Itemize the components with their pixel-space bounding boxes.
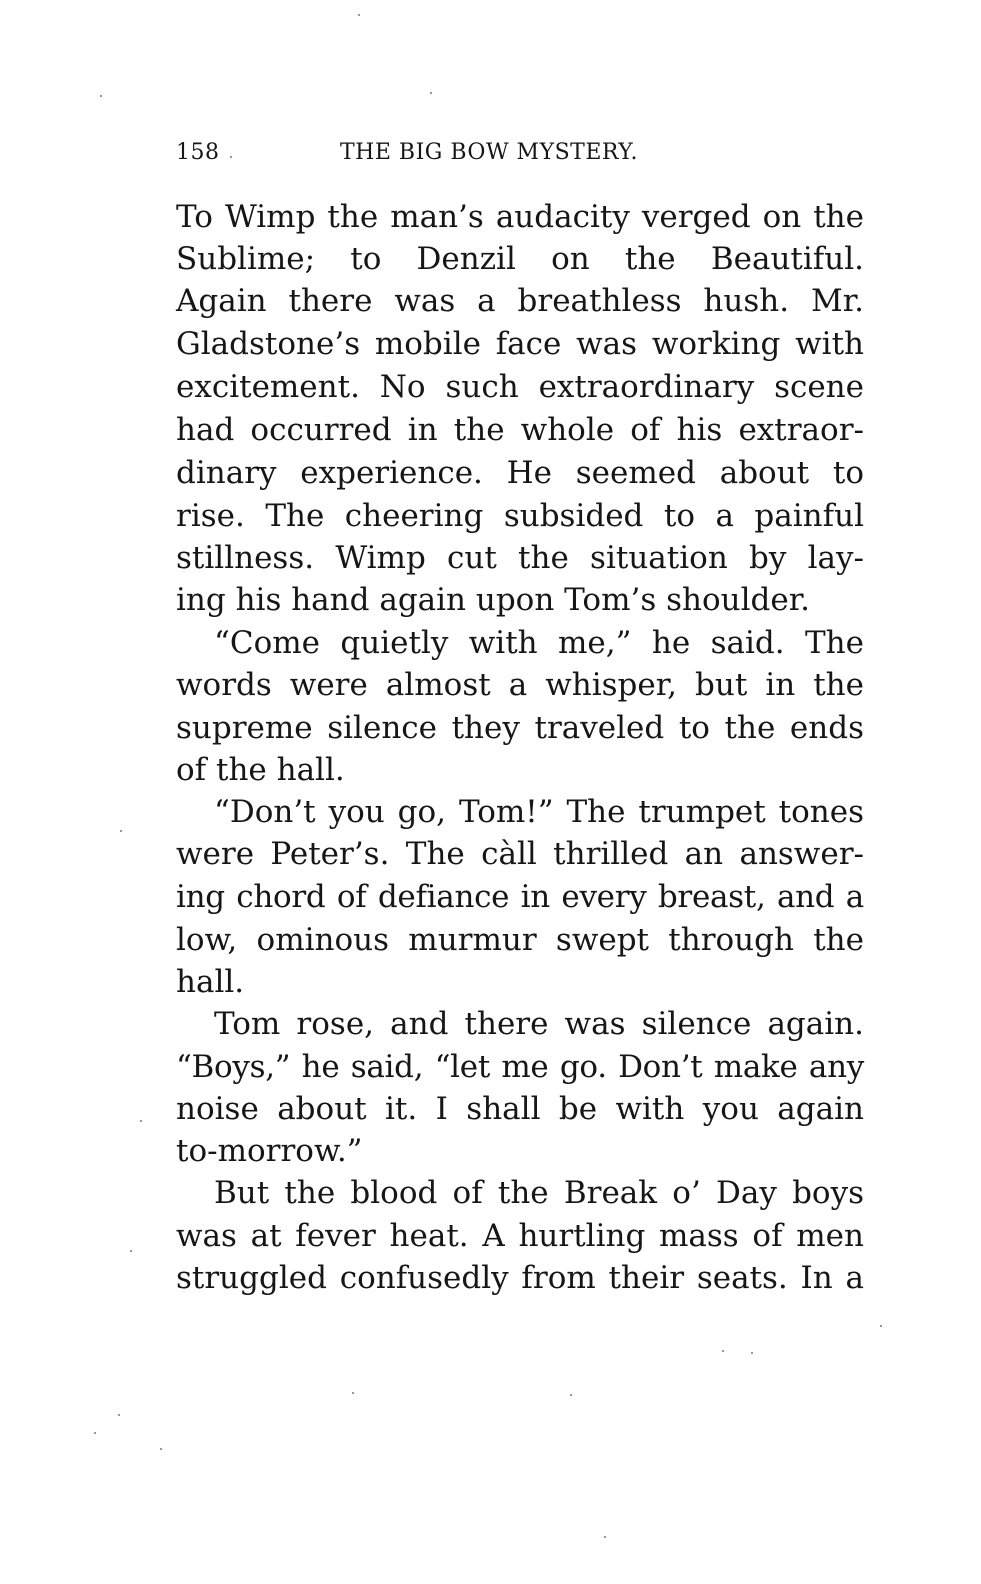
scan-speck [880,1325,882,1327]
text-line: supreme silence they traveled to the ends [176,710,864,746]
text-line: excitement. No such extraordinary scene [176,369,864,405]
text-line: Gladstone’s mobile face was working with [176,326,864,362]
text-line: dinary experience. He seemed about to [176,455,864,491]
text-line: were Peter’s. The càll thrilled an answer- [176,836,864,872]
text-line: But the blood of the Break o’ Day boys [214,1175,864,1211]
text-line: To Wimp the man’s audacity verged on the [176,199,864,235]
text-line: hall. [176,964,245,1000]
scan-speck [358,14,360,16]
text-line: words were almost a whisper, but in the [176,667,864,703]
scan-speck [140,1120,142,1122]
scan-speck [118,1414,120,1416]
text-line: of the hall. [176,752,345,788]
text-line: “Come quietly with me,” he said. The [214,625,864,661]
text-line: noise about it. I shall be with you again [176,1091,864,1127]
text-line: Sublime; to Denzil on the Beautiful. [176,241,864,277]
text-line: stillness. Wimp cut the situation by lay- [176,540,864,576]
text-line: rise. The cheering subsided to a painful [176,498,864,534]
text-line: ing chord of defiance in every breast, and a [176,879,864,915]
scan-speck [604,1536,606,1538]
text-line: Tom rose, and there was silence again. [214,1006,864,1042]
text-line: was at fever heat. A hurtling mass of men [176,1218,864,1254]
scan-speck [160,1448,162,1450]
text-line: ing his hand again upon Tom’s shoulder. [176,582,810,618]
text-line: “Don’t you go, Tom!” The trumpet tones [214,794,864,830]
scan-speck [230,156,232,158]
scan-speck [430,92,432,94]
text-line: Again there was a breathless hush. Mr. [176,283,864,319]
scan-speck [352,1392,354,1394]
scan-speck [94,1432,96,1434]
scan-speck [722,1350,724,1352]
scan-speck [130,1250,132,1252]
text-line: had occurred in the whole of his extraor- [176,412,864,448]
scan-speck [570,1394,572,1396]
text-line: “Boys,” he said, “let me go. Don’t make any [176,1049,864,1085]
running-title: THE BIG BOW MYSTERY. [340,140,638,165]
scan-speck [751,1352,753,1354]
text-line: struggled confusedly from their seats. In a [176,1260,864,1296]
scan-speck [120,830,122,832]
scan-speck [100,95,102,97]
text-line: low, ominous murmur swept through the [176,922,864,958]
running-head [176,140,696,170]
text-line: to-morrow.” [176,1133,363,1169]
page-number: 158 [176,140,220,165]
